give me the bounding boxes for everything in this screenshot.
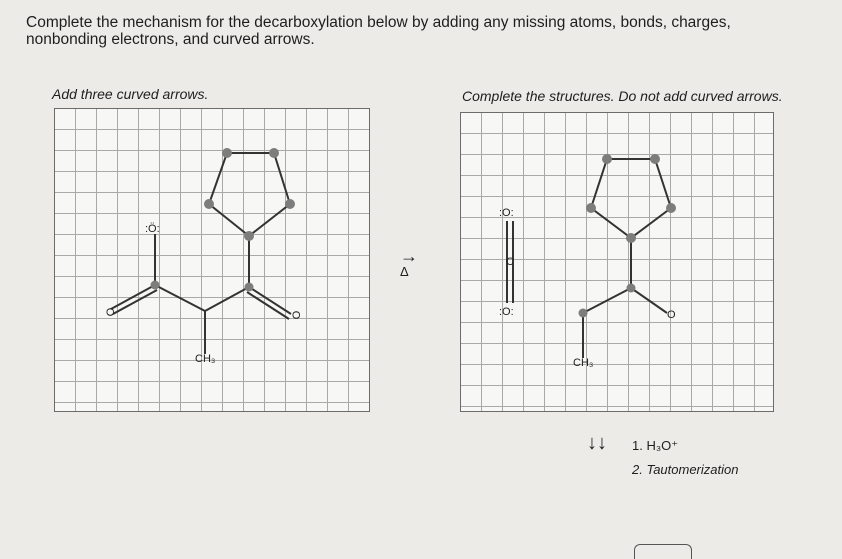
question-line-1: Complete the mechanism for the decarboxylation below by adding any missing atoms, bonds, charges, bbox=[26, 14, 731, 31]
right-drawing-grid[interactable] bbox=[460, 112, 774, 412]
right-atom-o-bottom: :O: bbox=[499, 306, 514, 318]
right-atom-o-right: O bbox=[667, 309, 676, 321]
right-instruction: Complete the structures. Do not add curved arrows. bbox=[462, 88, 783, 104]
right-ch3-carbon bbox=[579, 309, 588, 318]
right-bond-c-o-right bbox=[631, 288, 667, 313]
right-ring-atom-4 bbox=[586, 203, 596, 213]
reagent-step-1: 1. H₃O⁺ bbox=[632, 438, 679, 453]
left-carboxyl-carbon bbox=[151, 281, 160, 290]
left-ring-atom-4 bbox=[204, 199, 214, 209]
down-arrows-icon: ↓↓ bbox=[587, 432, 607, 454]
next-structure-box[interactable] bbox=[634, 544, 692, 559]
left-atom-ch3: CH₃ bbox=[195, 353, 216, 365]
heat-arrow bbox=[400, 248, 418, 279]
right-atom-c-mid: C bbox=[506, 256, 514, 268]
left-atom-o-right: O bbox=[289, 310, 302, 320]
right-ring-atom-5 bbox=[626, 233, 636, 243]
left-ring-atom-3 bbox=[285, 199, 295, 209]
left-bond-c-cooh bbox=[155, 285, 205, 311]
left-ring-atom-5 bbox=[244, 231, 254, 241]
left-bond-c-o-left-double bbox=[113, 290, 157, 314]
left-ring-atom-1 bbox=[222, 148, 232, 158]
left-keto-carbon bbox=[245, 283, 254, 292]
right-alpha-carbon bbox=[627, 284, 636, 293]
heat-symbol: Δ bbox=[400, 264, 409, 279]
reaction-arrow-icon: → bbox=[400, 246, 418, 266]
right-ring-atom-1 bbox=[602, 154, 612, 164]
left-instruction: Add three curved arrows. bbox=[52, 86, 209, 102]
left-molecule bbox=[55, 109, 369, 411]
left-atom-o-top: :Ö: bbox=[145, 223, 160, 235]
left-atom-o-left: O bbox=[103, 307, 116, 317]
left-bond-c-o-right bbox=[249, 287, 291, 314]
reagent-step-2: 2. Tautomerization bbox=[632, 462, 739, 477]
left-bond-ch-ch bbox=[205, 287, 249, 311]
left-ring-atom-2 bbox=[269, 148, 279, 158]
right-ring-bonds bbox=[591, 159, 671, 238]
question-text bbox=[26, 14, 731, 48]
right-ring-atom-2 bbox=[650, 154, 660, 164]
question-line-2: nonbonding electrons, and curved arrows. bbox=[26, 31, 315, 48]
left-ring-bonds bbox=[209, 153, 290, 236]
right-atom-o-top: :O: bbox=[499, 207, 514, 219]
right-atom-ch3: CH₃ bbox=[573, 357, 594, 369]
left-bond-c-o-right-double bbox=[247, 292, 289, 319]
left-drawing-grid[interactable] bbox=[54, 108, 370, 412]
right-ring-atom-3 bbox=[666, 203, 676, 213]
right-bond-ch-ch bbox=[583, 288, 631, 313]
left-bond-c-o-left bbox=[111, 285, 155, 309]
